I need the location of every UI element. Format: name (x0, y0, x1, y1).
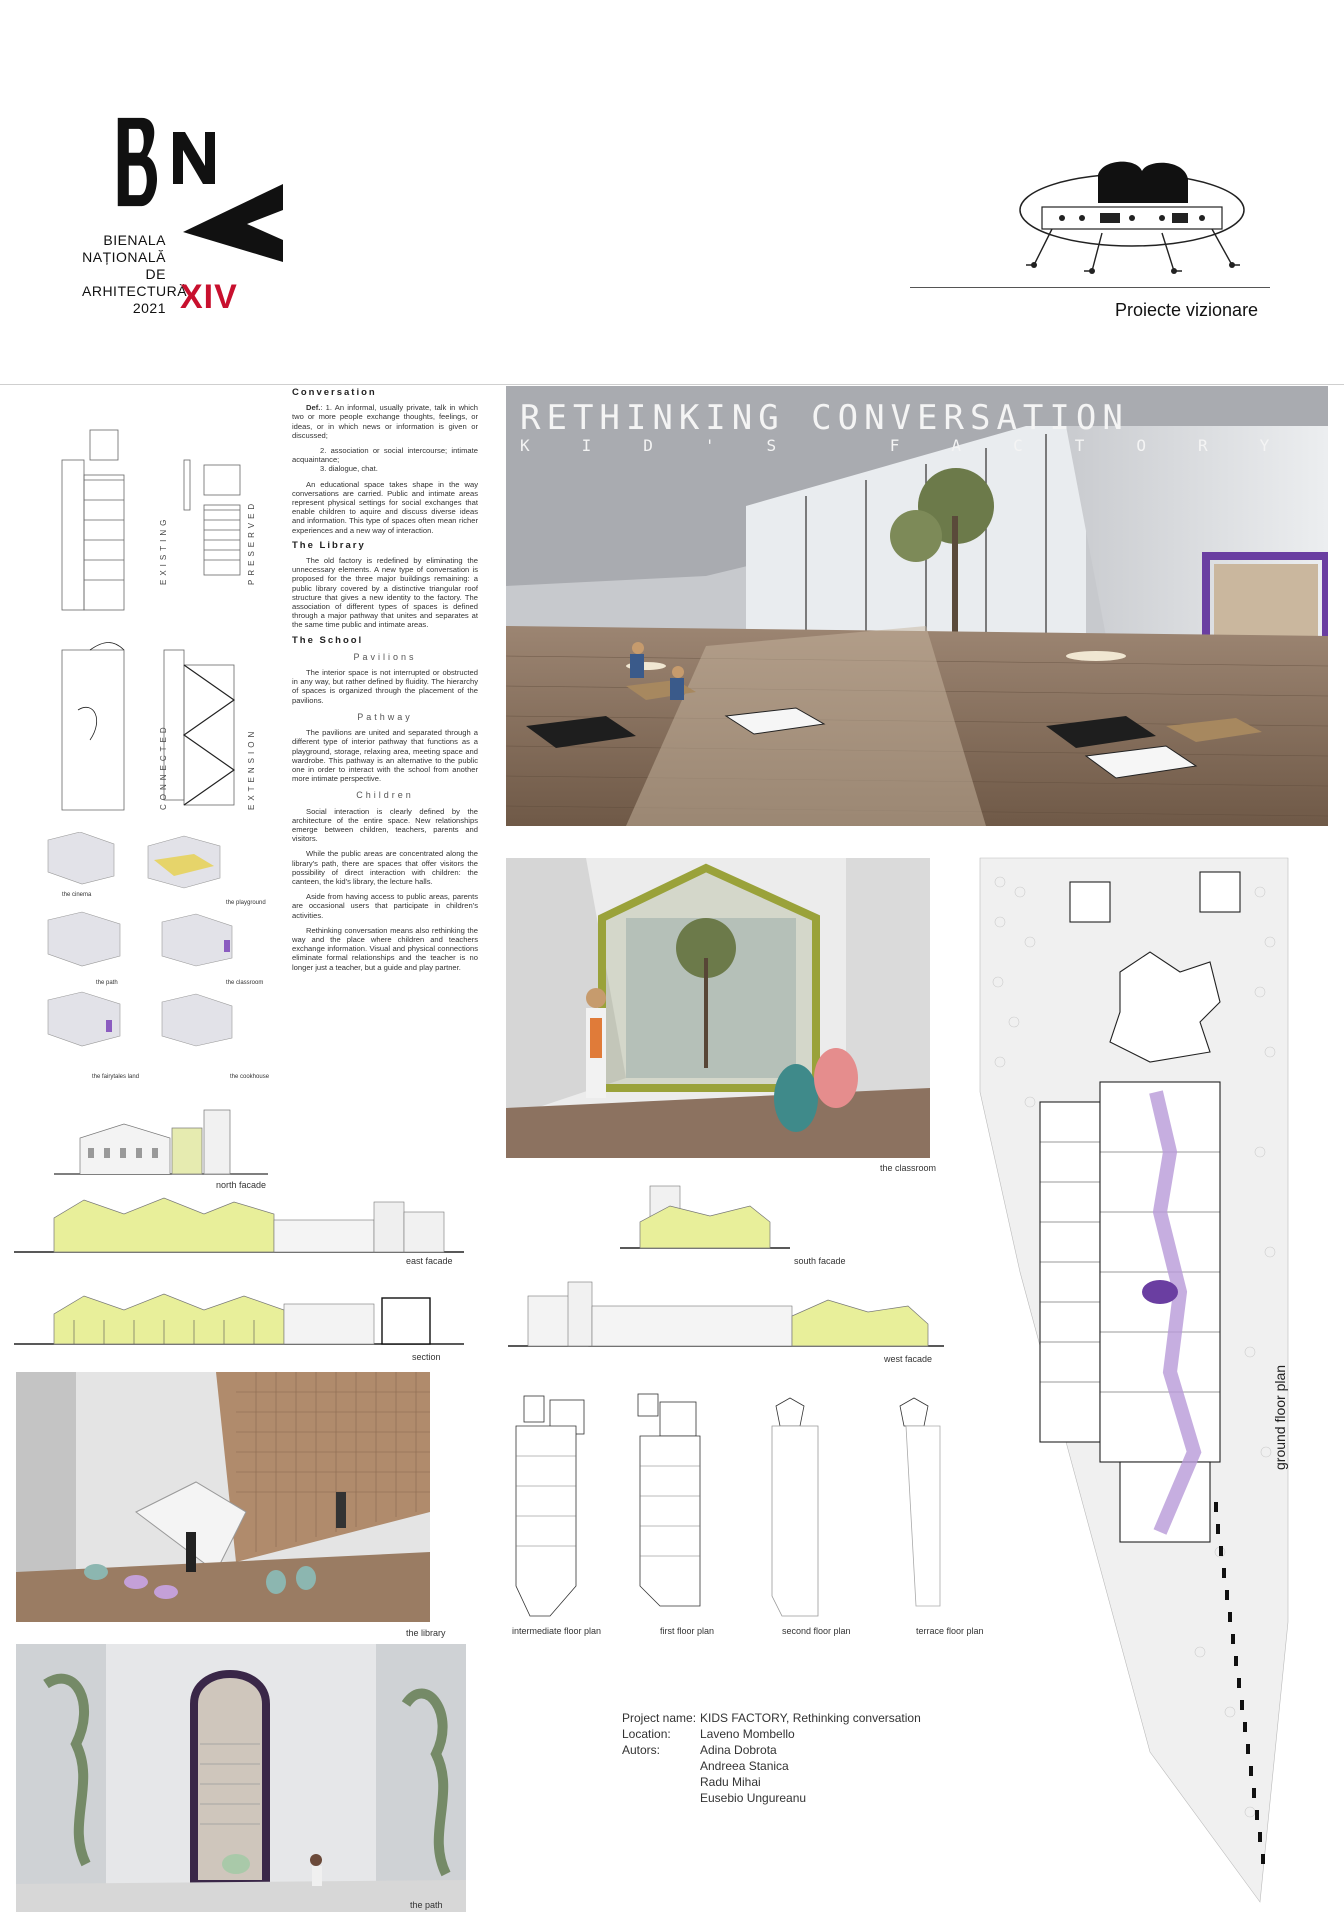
library-image (16, 1372, 430, 1622)
path-image (16, 1644, 466, 1912)
project-name: KIDS FACTORY, Rethinking conversation (700, 1711, 921, 1725)
main-render-library-interior (506, 386, 1328, 826)
path-render (16, 1644, 466, 1912)
paragraph-library: The old factory is redefined by eliminating the unnecessary elements. A new type of conversation is proposed for the three major buildings remaining: a public library covered by a distinctive triangular roof structure that gives a new identity to the factory. The association of different types of spaces is defined through a major pathway that unites and separates at the same time public and intimate areas. (292, 556, 478, 630)
header-divider (0, 384, 1344, 385)
pavilion-label: the fairytales land (92, 1074, 140, 1080)
caption-ground-floor-plan: ground floor plan (1272, 1364, 1288, 1470)
pavilion-axonometrics (44, 832, 264, 1072)
north-facade-drawing (54, 1108, 268, 1176)
category-label: Proiecte vizionare (1115, 300, 1259, 320)
project-location: Laveno Mombello (700, 1727, 795, 1741)
heading-children: Children (356, 790, 414, 801)
heading-conversation: Conversation (292, 387, 377, 398)
caption-second-plan: second floor plan (782, 1626, 851, 1636)
heading-pavilions: Pavilions (353, 651, 417, 662)
east-facade-drawing (14, 1190, 464, 1254)
label-preserved: PRESERVED (247, 499, 256, 585)
paragraph-children-1: Social interaction is clearly defined by the architecture of the entire space. New relationships emerge between children, teachers, parents and visitors. (292, 806, 478, 844)
pavilion-label: the playground (226, 900, 266, 906)
classroom-render (506, 858, 930, 1158)
location-label: Location: (622, 1727, 671, 1741)
caption-path: the path (410, 1900, 443, 1910)
pavilion-label: the cookhouse (230, 1074, 270, 1080)
library-render (16, 1372, 430, 1622)
logo-line: ARHITECTURĂ (82, 283, 188, 299)
caption-first-plan: first floor plan (660, 1626, 715, 1636)
caption-intermediate-plan: intermediate floor plan (512, 1626, 602, 1636)
label-extension: EXTENSION (247, 727, 256, 810)
vision-machine-illustration (1012, 155, 1252, 285)
logo-line: DE (145, 266, 166, 282)
logo-letter-b (112, 116, 164, 208)
paragraph-children-2: While the public areas are concentrated along the library's path, there are spaces that offer visitors the possibility of direct interaction with children: the canteen, the kid's library, the lecture halls. (292, 849, 478, 886)
paragraph-intro: An educational space takes shape in the way conversations are carried. Public and intimate areas represent physical settings for social exchanges that enable children to aquire and discuss diverse ideas and information. This type of spaces often mean richer experiences and a new way of interaction. (292, 479, 478, 535)
logo-line: 2021 (132, 300, 166, 316)
logo-line: BIENALA (103, 232, 166, 248)
heading-library: The Library (292, 539, 366, 551)
project-name-label: Project name: (622, 1711, 697, 1725)
logo-letters-na (172, 132, 284, 262)
caption-south-facade: south facade (794, 1256, 846, 1266)
pavilion-label: the classroom (226, 980, 264, 986)
definition-2: 2. association or social intercourse; intimate acquaintance; (292, 446, 478, 465)
caption-west-facade: west facade (884, 1354, 933, 1364)
caption-east-facade: east facade (406, 1256, 453, 1266)
definition-1: : 1. An informal, usually private, talk in which two or more people exchange thoughts, feelings, or ideas, or in which news or information is given or discussed; (292, 403, 478, 440)
heading-school: The School (292, 634, 364, 646)
west-facade-drawing (508, 1276, 944, 1348)
caption-north-facade: north facade (216, 1180, 267, 1190)
authors-label: Autors: (622, 1743, 661, 1757)
render-subtitle: KID'S FACTORY (520, 436, 1322, 455)
logo-wordmark (82, 232, 188, 317)
logo-line: NAȚIONALĂ (82, 249, 166, 265)
author: Radu Mihai (700, 1775, 761, 1789)
author: Adina Dobrota (700, 1743, 777, 1757)
author: Eusebio Ungureanu (700, 1791, 807, 1805)
caption-classroom: the classroom (880, 1163, 937, 1173)
author: Andreea Stanica (700, 1759, 789, 1773)
definition-3: 3. dialogue, chat. (320, 464, 378, 474)
massing-diagrams (44, 410, 284, 830)
category-rule (910, 287, 1270, 288)
south-facade-drawing (620, 1182, 790, 1250)
paragraph-pathway: The pavilions are united and separated through a different type of interior pathway that functions as a playground, storage, relaxing area, meeting space and wardrobe. This pathway is an alternative to the public one in order to interact with the school from another more intimate perspective. (292, 728, 478, 784)
upper-floor-plans (510, 1386, 970, 1626)
classroom-image (506, 858, 930, 1158)
logo-edition: XIV (180, 278, 238, 316)
project-info (622, 1710, 921, 1806)
pavilion-label: the path (96, 980, 118, 986)
render-title: RETHINKING CONVERSATION (520, 398, 1129, 438)
caption-library: the library (406, 1628, 446, 1638)
paragraph-children-4: Rethinking conversation means also rethinking the way and the place where children and teachers exchange information. Visual and physical connections eliminate formal relationships and the teacher is no longer just a teacher, but a guide and play partner. (292, 925, 478, 972)
paragraph-pavilions: The interior space is not interrupted or obstructed in any way, but rather defined by fluidity. The hierarchy of spaces is organized through the placement of the pavilions. (292, 668, 478, 705)
heading-pathway: Pathway (357, 711, 413, 722)
pavilion-label: the cinema (62, 892, 92, 898)
paragraph-children-3: Aside from having access to public areas, parents are occasional users that participate in children's activities. (292, 892, 478, 920)
ground-floor-plan (970, 852, 1290, 1912)
label-existing: EXISTING (159, 515, 168, 585)
def-label: Def. (306, 403, 321, 413)
caption-section: section (412, 1352, 441, 1362)
caption-terrace-plan: terrace floor plan (916, 1626, 984, 1636)
label-connected: CONNECTED (159, 723, 168, 810)
section-drawing (14, 1280, 464, 1346)
project-description (292, 384, 478, 978)
